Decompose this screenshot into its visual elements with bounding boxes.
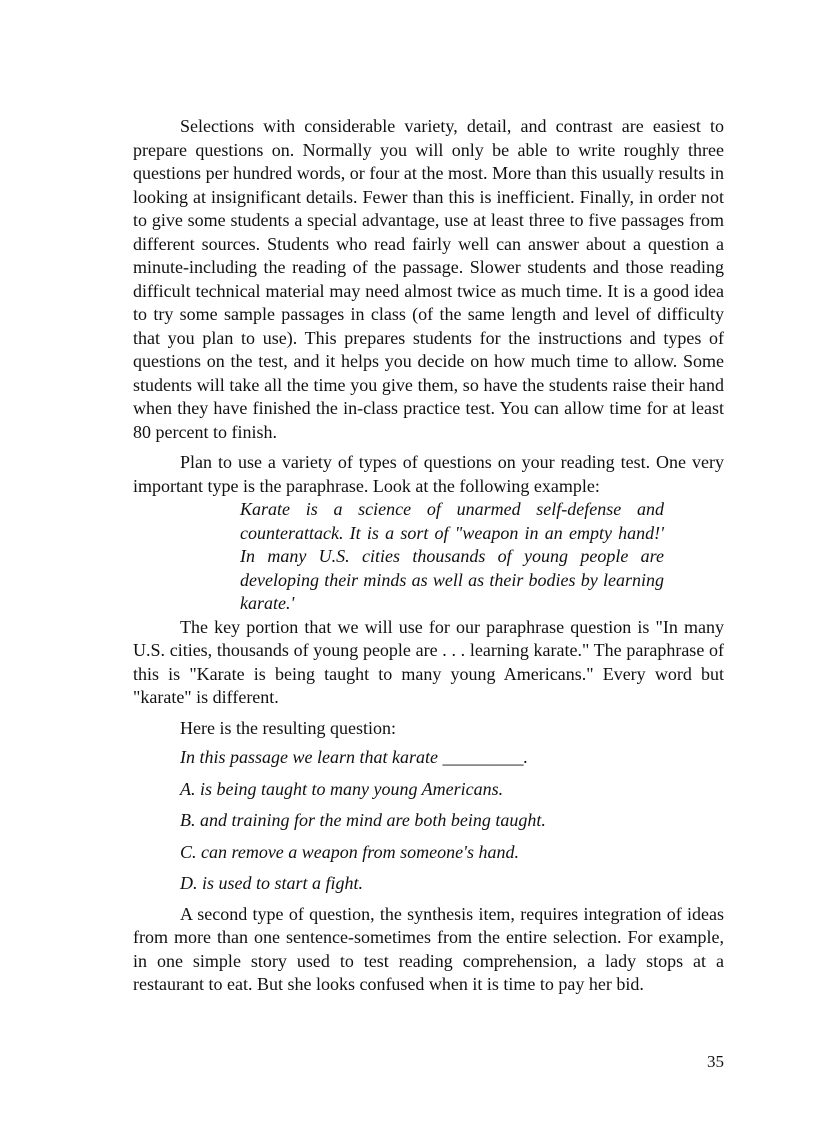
resulting-question-intro: Here is the resulting question: xyxy=(180,717,396,738)
question-option-c: C. can remove a weapon from someone's hand. xyxy=(180,841,519,862)
paragraph-paraphrase-explanation: The key portion that we will use for our paraphrase question is "In many U.S. cities, thousands of young people are . . . learning karate." The paraphrase of this is "Karate is being taught to many young Americans." Every word but "karate" is different. xyxy=(133,616,724,707)
paragraph-question-preparation: Selections with considerable variety, detail, and contrast are easiest to prepare questions on. Normally you will only be able to write roughly three questions per hundred words, or four at the most. More than this usually results in looking at insignificant details. Fewer than this is inefficient. Finally, in order not to give some students a special advantage, use at least three to five passages from different sources. Students who read fairly well can answer about a question a minute-including the reading of the passage. Slower students and those reading difficult technical material may need almost twice as much time. It is a good idea to try some sample passages in class (of the same length and level of difficulty that you plan to use). This prepares students for the instructions and types of questions on the test, and it helps you decide on how much time to allow. Some students will take all the time you give them, so have the students raise their hand when they have finished the in-class practice test. You can allow time for at least 80 percent to finish. xyxy=(133,116,724,442)
paragraph-synthesis-item: A second type of question, the synthesis item, requires integration of ideas from more than one sentence-sometimes from the entire selection. For example, in one simple story used to test reading comprehension, a lady stops at a restaurant to eat. But she looks confused when it is time to pay her bid. xyxy=(133,903,724,994)
page-number: 35 xyxy=(707,1052,724,1071)
karate-example-quote: Karate is a science of unarmed self-defense and counterattack. It is a sort of "weapon in an empty hand!' In many U.S. cities thousands of young people are developing their minds as well as their bodies by learning karate.' xyxy=(240,499,664,613)
question-stem: In this passage we learn that karate _________. xyxy=(180,747,528,767)
page-body xyxy=(133,115,724,1004)
question-option-b: B. and training for the mind are both being taught. xyxy=(180,810,546,830)
paragraph-question-types: Plan to use a variety of types of questions on your reading test. One very important type is the paraphrase. Look at the following example: xyxy=(133,452,724,496)
question-option-a: A. is being taught to many young Americans. xyxy=(180,778,504,799)
question-option-d: D. is used to start a fight. xyxy=(180,873,364,893)
